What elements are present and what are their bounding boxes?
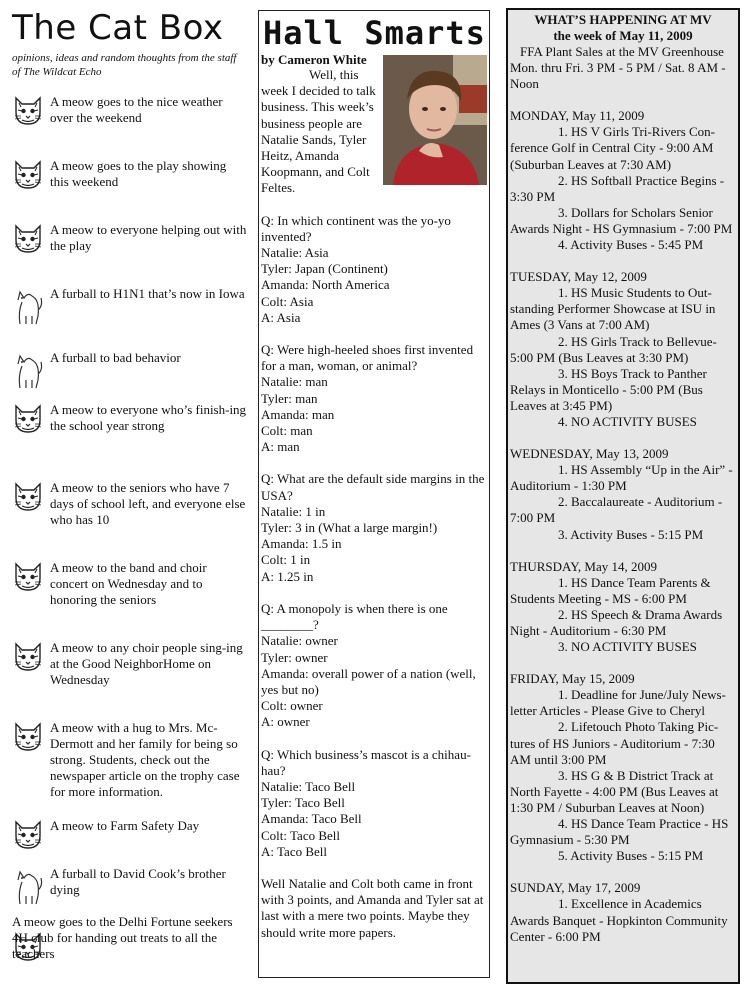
answer: Amanda: overall power of a nation (well, yes but no) (261, 665, 476, 697)
intro-paragraph: Well, this week I decided to talk business. This week’s business people are Natalie Sands, Tyler Heitz, Amanda Koopmann, and Colt Feltes. (261, 67, 376, 196)
event-item: 1. HS Dance Team Parents & Students Meeting - MS - 6:00 PM (510, 574, 711, 606)
cat-box-title: The Cat Box (12, 8, 224, 48)
cat-box-item-text: A meow with a hug to Mrs. Mc-Dermott and her family for being so strong. Students, check out the newspaper article on the trophy case for more information. (50, 720, 240, 799)
cat-face-icon (12, 222, 44, 254)
event-item: 1. HS V Girls Tri-Rivers Con-ference Golf in Central City - 9:00 AM (Suburban Leaves at 7:30 AM) (510, 124, 715, 172)
question: Q: In which continent was the yo-yo invented? (261, 212, 451, 244)
cat-face-icon (12, 560, 44, 592)
cat-box-item-text: A meow to the band and choir concert on Wednesday and to honoring the seniors (50, 560, 207, 607)
ffa-notice: FFA Plant Sales at the MV Greenhouse Mon. thru Fri. 3 PM - 5 PM / Sat. 8 AM - Noon (510, 44, 726, 92)
student-photo (383, 55, 487, 185)
answer: A: Taco Bell (261, 843, 328, 859)
cat-face-icon (12, 158, 44, 190)
event-item: 1. HS Music Students to Out-standing Performer Showcase at ISU in Ames (3 Vans at 7:00 AM) (510, 285, 716, 333)
event-item: 2. Lifetouch Photo Taking Pic-tures of HS Juniors - Auditorium - 7:30 AM until 3:00 PM (510, 719, 719, 767)
day-heading: FRIDAY, May 15, 2009 (510, 671, 635, 687)
closing-paragraph: Well Natalie and Colt both came in front with 3 points, and Amanda and Tyler sat at last with a mere two points. Maybe they should write more papers. (261, 875, 484, 940)
day-heading: WEDNESDAY, May 13, 2009 (510, 446, 669, 462)
cat-box-item-text: A meow goes to the Delhi Fortune seekers 4H club for handing out treats to all the teachers (12, 914, 233, 961)
answer: Colt: man (261, 423, 313, 439)
question: Q: What are the default side margins in the USA? (261, 471, 485, 503)
answer: Colt: 1 in (261, 552, 311, 568)
answer: A: man (261, 439, 300, 455)
event-item: 3. Dollars for Scholars Senior Awards Night - HS Gymnasium - 7:00 PM (510, 204, 733, 236)
answer: Colt: Taco Bell (261, 827, 341, 843)
question: Q: Were high-heeled shoes first invented for a man, woman, or animal? (261, 342, 474, 374)
answer: Tyler: Japan (Continent) (261, 261, 388, 277)
answer: Colt: Asia (261, 293, 314, 309)
hall-smarts-body (259, 67, 489, 941)
event-item: 3. HS Boys Track to Panther Relays in Monticello - 5:00 PM (Bus Leaves at 3:45 PM) (510, 365, 707, 413)
answer: Tyler: man (261, 390, 318, 406)
cat-face-icon (12, 818, 44, 850)
answer: A: 1.25 in (261, 568, 314, 584)
whats-happening-title: WHAT’S HAPPENING AT MV (534, 12, 712, 27)
whats-happening-box (506, 8, 740, 984)
byline: by Cameron White (261, 52, 367, 67)
answer: Natalie: Asia (261, 245, 329, 261)
cat-box-item-text: A meow to everyone who’s finish-ing the school year strong (50, 402, 247, 433)
event-item: 1. HS Assembly “Up in the Air” - Auditorium - 1:30 PM (510, 462, 733, 494)
hall-smarts-column (258, 10, 490, 978)
cat-box-item-text: A meow goes to the play showing this weekend (50, 158, 227, 189)
answer: A: owner (261, 714, 310, 730)
hall-smarts-title: Hall Smarts (263, 14, 486, 52)
cat-face-icon (12, 94, 44, 126)
day-heading: THURSDAY, May 14, 2009 (510, 558, 657, 574)
cat-box-item-text: A furball to David Cook’s brother dying (50, 866, 226, 897)
answer: Amanda: 1.5 in (261, 536, 342, 552)
answer: Natalie: Taco Bell (261, 778, 356, 794)
cat-box-item-text: A meow to any choir people sing-ing at the Good NeighborHome on Wednesday (50, 640, 243, 687)
cat-box-item-text: A meow to Farm Safety Day (50, 818, 200, 833)
question: Q: A monopoly is when there is one ________? (261, 600, 448, 633)
answer: Tyler: owner (261, 649, 328, 665)
question: Q: Which business’s mascot is a chihau-hau? (261, 746, 471, 778)
cat-arched-icon (12, 866, 44, 898)
cat-box-subtitle: opinions, ideas and random thoughts from the staff of The Wildcat Echo (12, 52, 237, 78)
answer: Tyler: 3 in (What a large margin!) (261, 520, 438, 536)
event-item: 3. NO ACTIVITY BUSES (558, 639, 697, 655)
answer: Natalie: 1 in (261, 503, 326, 519)
event-item: 1. Deadline for June/July News-letter Articles - Please Give to Cheryl (510, 687, 726, 719)
day-heading: SUNDAY, May 17, 2009 (510, 880, 641, 896)
event-item: 5. Activity Buses - 5:15 PM (558, 848, 704, 864)
event-item: 2. HS Girls Track to Bellevue-5:00 PM (Bus Leaves at 3:30 PM) (510, 333, 717, 365)
cat-box-item-text: A furball to H1N1 that’s now in Iowa (50, 286, 245, 301)
whats-happening-body (510, 44, 736, 945)
event-item: 3. Activity Buses - 5:15 PM (558, 526, 704, 542)
answer: Amanda: Taco Bell (261, 811, 362, 827)
day-heading: MONDAY, May 11, 2009 (510, 108, 645, 124)
cat-arched-icon (12, 286, 44, 318)
day-heading: TUESDAY, May 12, 2009 (510, 269, 647, 285)
cat-box-item-text: A meow to the seniors who have 7 days of school left, and everyone else who has 10 (50, 480, 246, 527)
cat-box-item-text: A meow to everyone helping out with the play (50, 222, 247, 253)
cat-box-item-text: A meow goes to the nice weather over the weekend (50, 94, 223, 125)
cat-face-icon (12, 402, 44, 434)
event-item: 2. HS Speech & Drama Awards Night - Auditorium - 6:30 PM (510, 606, 723, 638)
cat-box-column (10, 0, 246, 79)
answer: Tyler: Taco Bell (261, 795, 345, 811)
event-item: 2. Baccalaureate - Auditorium - 7:00 PM (510, 494, 723, 526)
event-item: 1. Excellence in Academics Awards Banquet - Hopkinton Community Center - 6:00 PM (510, 896, 728, 944)
event-item: 4. NO ACTIVITY BUSES (558, 413, 697, 429)
cat-face-icon (12, 720, 44, 752)
event-item: 4. HS Dance Team Practice - HS Gymnasium - 5:30 PM (510, 816, 729, 848)
event-item: 3. HS G & B District Track at North Fayette - 4:00 PM (Bus Leaves at 1:30 PM / Suburban Leaves at Noon) (510, 767, 719, 815)
event-item: 2. HS Softball Practice Begins - 3:30 PM (510, 172, 725, 204)
answer: Amanda: North America (261, 277, 390, 293)
answer: Colt: owner (261, 698, 323, 714)
cat-arched-icon (12, 350, 44, 382)
cat-face-icon (12, 480, 44, 512)
answer: Amanda: man (261, 406, 335, 422)
whats-happening-week: the week of May 11, 2009 (553, 28, 693, 43)
answer: Natalie: owner (261, 633, 338, 649)
event-item: 4. Activity Buses - 5:45 PM (558, 237, 704, 253)
cat-face-icon (12, 640, 44, 672)
answer: Natalie: man (261, 374, 328, 390)
answer: A: Asia (261, 309, 301, 325)
cat-box-item-text: A furball to bad behavior (50, 350, 181, 365)
